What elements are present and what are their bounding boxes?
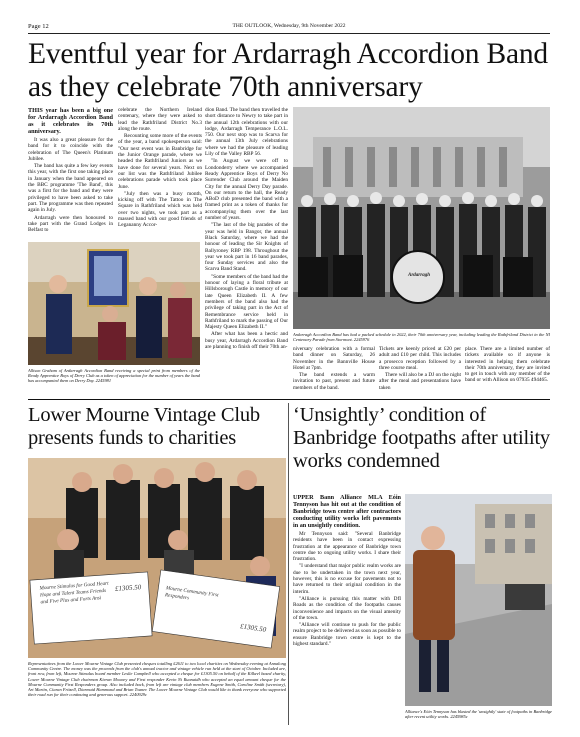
story3-paragraph: "Alliance is pursuing this matter with DfI Roads as the condition of the footpaths causes inconvenience and impacts on the visual amenity of the town. [293,595,401,621]
column-divider [288,403,289,725]
story3-headline: ‘Unsightly’ condition of Banbridge footpaths after utility works condemned [293,404,550,472]
cheque-left-amount: £1305.50 [114,583,142,593]
story1-col4 [293,346,375,396]
story1-paragraph: "July then was a busy month, kicking off with The Tattoo in The Square in Rathfriland which was held over two nights, we took part as a massed band with our good friends of Legananny Accor- [118,190,202,229]
story1-col1 [28,107,113,239]
bass-drum-lettering: Ardarragh [408,273,430,278]
section-divider [28,399,550,400]
story1-paragraph: There will also be a DJ on the night after the meal and presentations have taken [379,372,461,391]
story1-col5 [379,346,461,396]
caption-print-presentation: Allison Graham of Ardarragh Accordion Band receiving a special print from members of the Ready Apprentice Boys of Derry Club as a token of appreciation for the number of years the band has accompanied them on Derry Day. 2245981 [28,368,200,384]
story1-paragraph: place. There are a limited number of tickets available so if anyone is interested in helping them celebrate their 70th anniversary, they are invited to get in touch with any member of the band or with Allison on 07935 494465. [465,346,550,384]
photo-band-group [293,107,550,329]
cheque-right-amount: £1305.50 [239,622,267,634]
story1-lead: THIS year has been a big one for Ardarragh Accordion Band as it celebrates its 70th anniversary. [28,107,113,135]
story1-col3 [205,107,288,395]
story3-lead: UPPER Bann Alliance MLA Eóin Tennyson has hit out at the condition of Banbridge town centre after contractors conducting utility works left pavements in an unsightly condition. [293,494,401,529]
story2-headline: Lower Mourne Vintage Club presents funds to charities [28,404,260,449]
story1-col6 [465,346,550,396]
story1-paragraph: Tickets are keenly priced at £20 per adult and £10 per child. This includes a prosecco reception followed by a three course meal. [379,346,461,371]
story1-paragraph: After what has been a hectic and busy year, Ardarragh Accordion Band are planning to finish off their 70th an- [205,331,288,350]
caption-tennyson-footpath: Alliance's Eóin Tennyson has blasted the 'unsightly' state of footpaths in Banbridge after recent utility works. 2245985c [405,709,552,720]
story1-paragraph: celebrate the Northern Ireland centenary, where they were asked to lead the Rathfriland District No.3 along the route. [118,107,202,132]
story3-paragraph: Mr Tennyson said: "Several Banbridge residents have been in contact expressing frustration at the appearance of Banbridge town centre due to ongoing utility works. I share their frustration. [293,531,401,563]
caption-band-group: Ardarragh Accordion Band has had a packed schedule in 2022, their 70th anniversary year, including leading the Rathfriland District in the NI Centenary Parade from Stormont. 2245976 [293,332,550,343]
story1-paragraph: "Some members of the band had the honour of laying a floral tribute at Hillsborough Castle in memory of our late Queen Elizabeth II. A few members of the band also had the privilege of taking part in the Act of Remembrance service held in Rathfriland to mark the passing of Our Majesty Queen Elizabeth II." [205,273,288,331]
page-number: Page 12 [28,23,49,30]
photo-print-presentation [28,242,200,365]
story3-col1 [293,494,401,726]
page-folio [28,22,550,34]
caption-cheque-presentation: Representatives from the Lower Mourne Vintage Club presented cheques totalling £2611 to two local charities on Wednesday evening at Annalong Community Centre. The money was the proceeds from the club's annual tractor and vintage vehicle run held at the start of October. Included are, front row, from left, Mourne Stimulus board member Leslie Campbell who accepted a cheque for £1305.50 on behalf of the Kilkeel based charity, Lower Mourne Vintage Club chairman Kieran Mooney and First responder Kevin Ni Ruanaidh who accepted an equal amount cheque for the Mourne Community First Responders group. Also included back, from left are vintage club members Eugene Smith, Caroline Smith (secretary), Art Martin, Ciaran Fritzell, Diarmuid Hammond and Brian Toaner. The Lower Mourne Vintage Club would like to thank everyone who supported their road run for their continuing and generous support. 2240929c [28,661,286,698]
story1-paragraph: The band extends a warm invitation to past, present and future members of the band. [293,372,375,391]
story1-col2 [118,107,202,239]
story1-paragraph: Recounting some more of the events of the year, a band spokesperson said: "Our next event was in Banbridge for the Junior Orange parade, where we headed the Rathfriland Juniors as we have done for several years. Next on our list was the Rathfriland Jubilee celebrations parade which took place June. [118,133,202,190]
story1-headline: Eventful year for Ardarragh Accordion Band as they celebrate 70th anniversary [28,38,548,103]
story3-paragraph: "I understand that major public realm works are due to be undertaken in the town next year, however, this is no excuse for pavements not to have returned to their original condition in the interim. [293,563,401,595]
story1-paragraph: Ardarragh were then honoured to take part with the Grand Lodges in Belfast to [28,214,113,234]
story1-paragraph: niversary celebration with a formal band dinner on Saturday, 26 November in the Bannville House Hotel at 7pm. [293,346,375,371]
cheque-left-text: Mourne Stimulus for Good Heart Hope and Talent Teams Friends and Five Plus and Forts Ansi [39,580,109,606]
story1-paragraph: "In August we were off to Londonderry where we accompanied Ready Apprentice Boys of Derry No Surrender Club around the Maiden City for the annual Derry Day parade. On our return to the hall, the Ready ABoD club presented the band with a framed print as a token of thanks for accompanying them over the last number of years. [205,158,288,222]
story3-paragraph: "Alliance will continue to push for the public realm project to be delivered as soon as possible to ensure Banbridge town centre is kept to the highest standard." [293,622,401,648]
photo-tennyson-footpath [405,494,552,706]
masthead-date: THE OUTLOOK, Wednesday, 9th November 2022 [232,23,346,29]
story1-paragraph: dion Band. The band then travelled the short distance to Newry to take part in the annual 12th celebrations with our lodge, Ardarragh Temperance L.O.L. 750. Our next stop was to Scarva for the annual 13th July celebrations where we had the pleasure of leading Lily of the Valley RBP 56. [205,107,288,158]
cheque-right-text: Mourne Community First Responders [164,585,219,602]
story1-paragraph: "The last of the big parades of the year was held in Bangor, the annual Black Saturday, where we had the honour of leading the Sir Knights of Ballyroney RBP 198. Throughout the year we took part in 16 band parades, four Sunday services and also the Scarva Band Stand. [205,222,288,273]
story1-paragraph: It was also a great pleasure for the band for it to coincide with the celebration of The Queen's Platinum Jubilee. [28,137,113,162]
story1-paragraph: The band has quite a few key events this year, with the first one taking place in January when the band appeared on the BBC programme 'The Band', this was a first for the band and they were privileged to have been asked to take part. The programme was then repeated again in July. [28,163,113,214]
